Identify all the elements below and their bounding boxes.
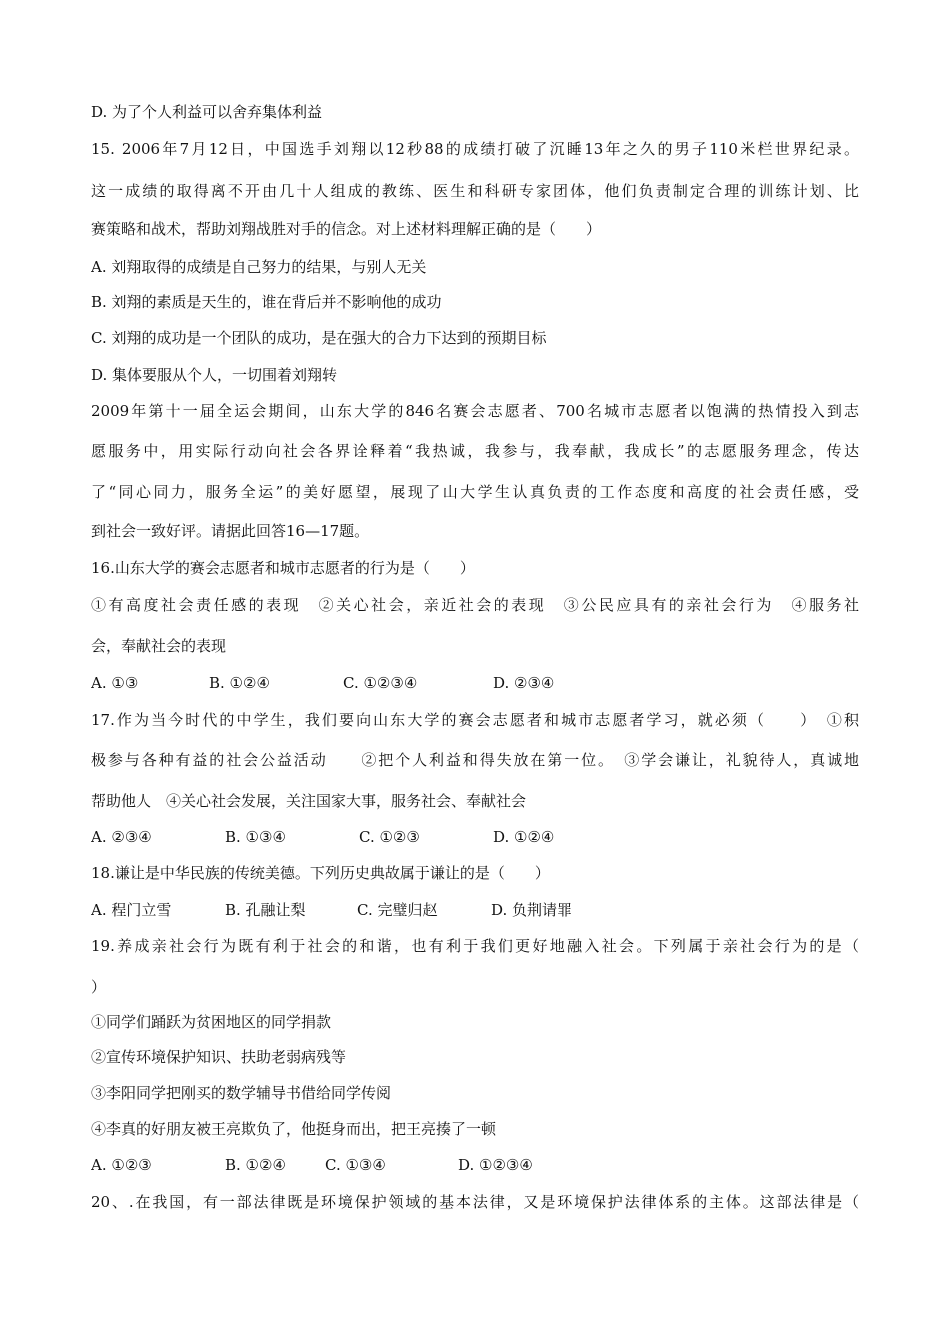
q19-option-b: B. ①②④	[225, 1156, 286, 1174]
q19-option-a: A. ①②③	[91, 1156, 152, 1174]
q17-option-c: C. ①②③	[359, 828, 420, 846]
q15-stem-line-2: 这一成绩的取得离不开由几十人组成的教练、医生和科研专家团体，他们负责制定合理的训练计划、比	[91, 182, 859, 200]
q18-option-b: B. 孔融让梨	[225, 901, 306, 919]
material-line-3: 了“同心同力，服务全运”的美好愿望，展现了山大学生认真负责的工作态度和高度的社会责任感，受	[91, 483, 859, 501]
q19-stem-line-2: ）	[91, 978, 107, 996]
q17-stem-line-2: 极参与各种有益的社会公益活动 ②把个人利益和得失放在第一位。 ③学会谦让，礼貌待人，真诚地	[91, 751, 859, 769]
q19-options	[91, 1154, 859, 1176]
q16-items-line-1: ①有高度社会责任感的表现 ②关心社会，亲近社会的表现 ③公民应具有的亲社会行为 ④服务社	[91, 596, 859, 614]
q16-option-c: C. ①②③④	[343, 674, 418, 692]
q19-option-d: D. ①②③④	[458, 1156, 533, 1174]
q19-stem-line-1: 19.养成亲社会行为既有利于社会的和谐，也有利于我们更好地融入社会。下列属于亲社会行为的是（	[91, 937, 859, 955]
material-line-1: 2009年第十一届全运会期间，山东大学的846名赛会志愿者、700名城市志愿者以饱满的热情投入到志	[91, 402, 859, 420]
q20-stem: 20、.在我国，有一部法律既是环境保护领域的基本法律，又是环境保护法律体系的主体。这部法律是（	[91, 1193, 859, 1211]
material-line-2: 愿服务中，用实际行动向社会各界诠释着“我热诚，我参与，我奉献，我成长”的志愿服务理念，传达	[91, 442, 859, 460]
q17-stem-line-3: 帮助他人 ④关心社会发展，关注国家大事，服务社会、奉献社会	[91, 792, 527, 810]
q17-option-a: A. ②③④	[91, 828, 152, 846]
q18-option-a: A. 程门立雪	[91, 901, 172, 919]
q19-option-c: C. ①③④	[325, 1156, 386, 1174]
q17-stem-line-1: 17.作为当今时代的中学生，我们要向山东大学的赛会志愿者和城市志愿者学习，就必须（ ） ①积	[91, 711, 859, 729]
q18-option-d: D. 负荆请罪	[491, 901, 573, 919]
q15-option-c: C. 刘翔的成功是一个团队的成功，是在强大的合力下达到的预期目标	[91, 329, 547, 347]
q17-options	[91, 826, 859, 848]
q19-item-4: ④李真的好朋友被王亮欺负了，他挺身而出，把王亮揍了一顿	[91, 1120, 497, 1138]
q14-option-d: D. 为了个人利益可以舍弃集体利益	[91, 103, 323, 121]
q16-option-b: B. ①②④	[209, 674, 270, 692]
q18-options	[91, 899, 859, 921]
q16-option-a: A. ①③	[91, 674, 139, 692]
q15-stem-line-3: 赛策略和战术，帮助刘翔战胜对手的信念。对上述材料理解正确的是（ ）	[91, 220, 602, 238]
q16-stem: 16.山东大学的赛会志愿者和城市志愿者的行为是（ ）	[91, 559, 475, 577]
material-line-4: 到社会一致好评。请据此回答16—17题。	[91, 522, 370, 540]
q15-option-d: D. 集体要服从个人，一切围着刘翔转	[91, 366, 338, 384]
q19-item-1: ①同学们踊跃为贫困地区的同学捐款	[91, 1013, 332, 1031]
q18-stem: 18.谦让是中华民族的传统美德。下列历史典故属于谦让的是（ ）	[91, 864, 550, 882]
q17-option-b: B. ①③④	[225, 828, 286, 846]
q16-options	[91, 672, 859, 694]
q17-option-d: D. ①②④	[493, 828, 555, 846]
q19-item-2: ②宣传环境保护知识、扶助老弱病残等	[91, 1048, 347, 1066]
q15-option-b: B. 刘翔的素质是天生的，谁在背后并不影响他的成功	[91, 293, 442, 311]
q18-option-c: C. 完璧归赵	[357, 901, 438, 919]
q16-items-line-2: 会，奉献社会的表现	[91, 637, 227, 655]
q16-option-d: D. ②③④	[493, 674, 555, 692]
q19-item-3: ③李阳同学把刚买的数学辅导书借给同学传阅	[91, 1084, 392, 1102]
q15-stem-line-1: 15. 2006年7月12日，中国选手刘翔以12秒88的成绩打破了沉睡13年之久的男子110米栏世界纪录。	[91, 140, 859, 158]
q15-option-a: A. 刘翔取得的成绩是自己努力的结果，与别人无关	[91, 258, 427, 276]
